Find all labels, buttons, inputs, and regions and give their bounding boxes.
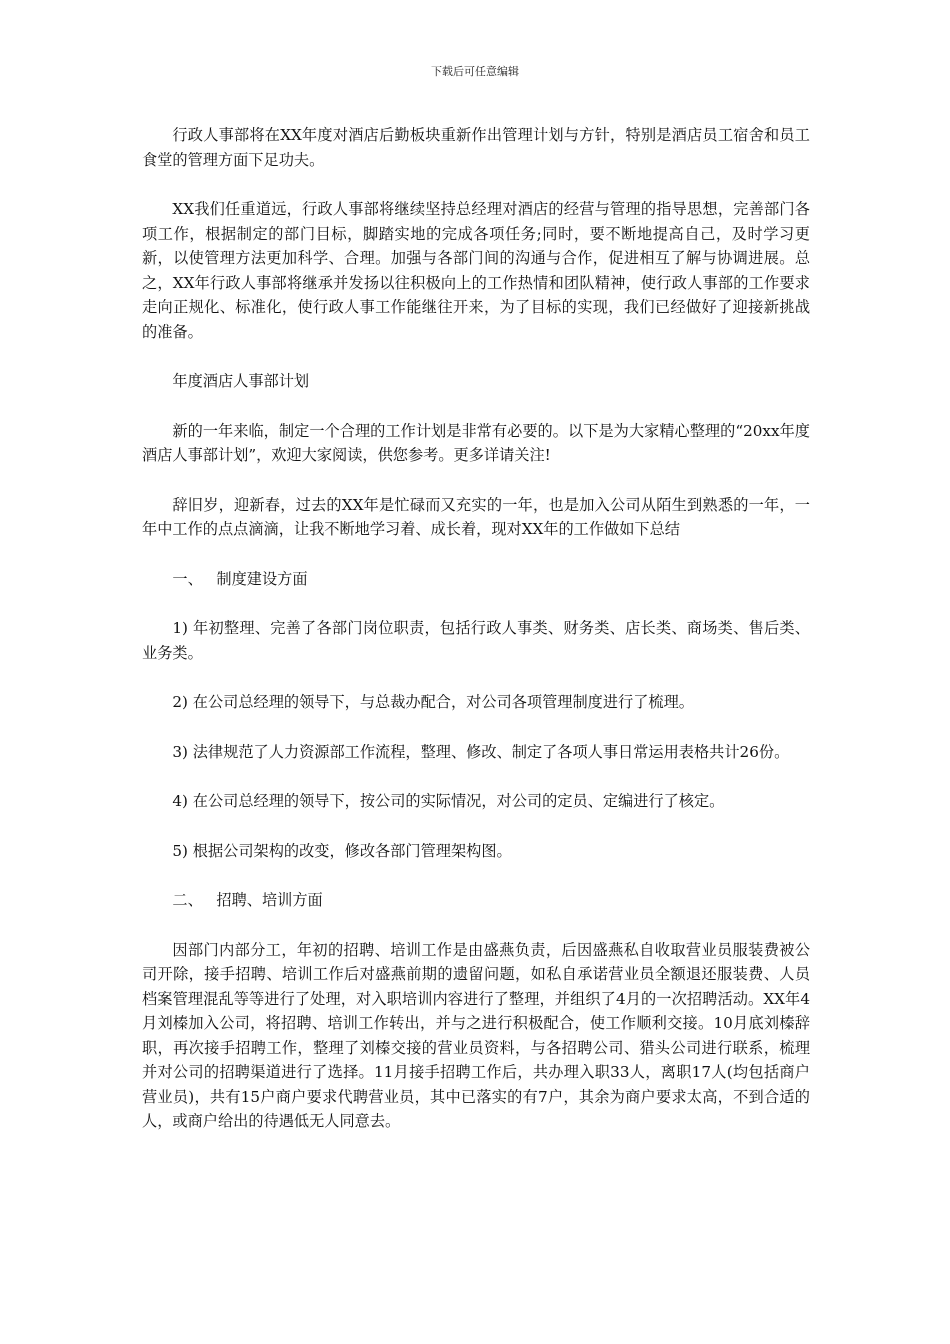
paragraph-1: 行政人事部将在XX年度对酒店后勤板块重新作出管理计划与方针，特别是酒店员工宿舍和员工食堂的管理方面下足功夫。 [142,126,810,169]
list-item-2: 2) 在公司总经理的领导下，与总裁办配合，对公司各项管理制度进行了梳理。 [172,693,694,711]
section-label-1: 制度建设方面 [216,569,308,588]
paragraph-3: 新的一年来临，制定一个合理的工作计划是非常有必要的。以下是为大家精心整理的“20xx年度酒店人事部计划”，欢迎大家阅读，供您参考。更多详请关注! [142,421,810,464]
document-body [142,123,810,1159]
list-item-3: 3) 法律规范了人力资源部工作流程，整理、修改、制定了各项人事日常运用表格共计26份。 [172,742,790,761]
section-label-2: 招聘、培训方面 [216,891,323,909]
section-heading-2 [142,888,810,913]
section-heading-1 [142,567,810,592]
paragraph-4: 辞旧岁，迎新春，过去的XX年是忙碌而又充实的一年，也是加入公司从陌生到熟悉的一年，一年中工作的点点滴滴，让我不断地学习着、成长着，现对XX年的工作做如下总结 [142,495,810,538]
paragraph-final: 因部门内部分工，年初的招聘、培训工作是由盛燕负责，后因盛燕私自收取营业员服装费被公司开除，接手招聘、培训工作后对盛燕前期的遗留问题，如私自承诺营业员全额退还服装费、人员档案管理混乱等等进行了处理，对入职培训内容进行了整理，并组织了4月的一次招聘活动。XX年4月刘榛加入公司，将招聘、培训工作转出，并与之进行积极配合，使工作顺利交接。10月底刘榛辞职，再次接手招聘工作，整理了刘榛交接的营业员资料，与各招聘公司、猎头公司进行联系，梳理并对公司的招聘渠道进行了选择。11月接手招聘工作后，共办理入职33人，离职17人(均包括商户营业员)，共有15户商户要求代聘营业员，其中已落实的有7户，其余为商户要求太高，不到合适的人，或商户给出的待遇低无人同意去。 [142,940,810,1130]
list-item-5: 5) 根据公司架构的改变，修改各部门管理架构图。 [172,841,512,860]
paragraph-2: XX我们任重道远，行政人事部将继续坚持总经理对酒店的经营与管理的指导思想，完善部门各项工作，根据制定的部门目标，脚踏实地的完成各项任务;同时，要不断地提高自己，及时学习更新，以使管理方法更加科学、合理。加强与各部门间的沟通与合作，促进相互了解与协调进展。总之，XX年行政人事部将继承并发扬以往积极向上的工作热情和团队精神，使行政人事部的工作要求走向正规化、标准化，使行政人事工作能继往开来，为了目标的实现，我们已经做好了迎接新挑战的准备。 [142,200,810,341]
page-header-note: 下载后可任意编辑 [431,65,519,78]
list-item-4: 4) 在公司总经理的领导下，按公司的实际情况，对公司的定员、定编进行了核定。 [172,792,725,810]
section-number-2: 二、 [172,891,203,909]
section-title: 年度酒店人事部计划 [172,372,310,390]
section-number-1: 一、 [172,569,203,588]
list-item-1: 1) 年初整理、完善了各部门岗位职责，包括行政人事类、财务类、店长类、商场类、售后类、业务类。 [142,619,810,662]
